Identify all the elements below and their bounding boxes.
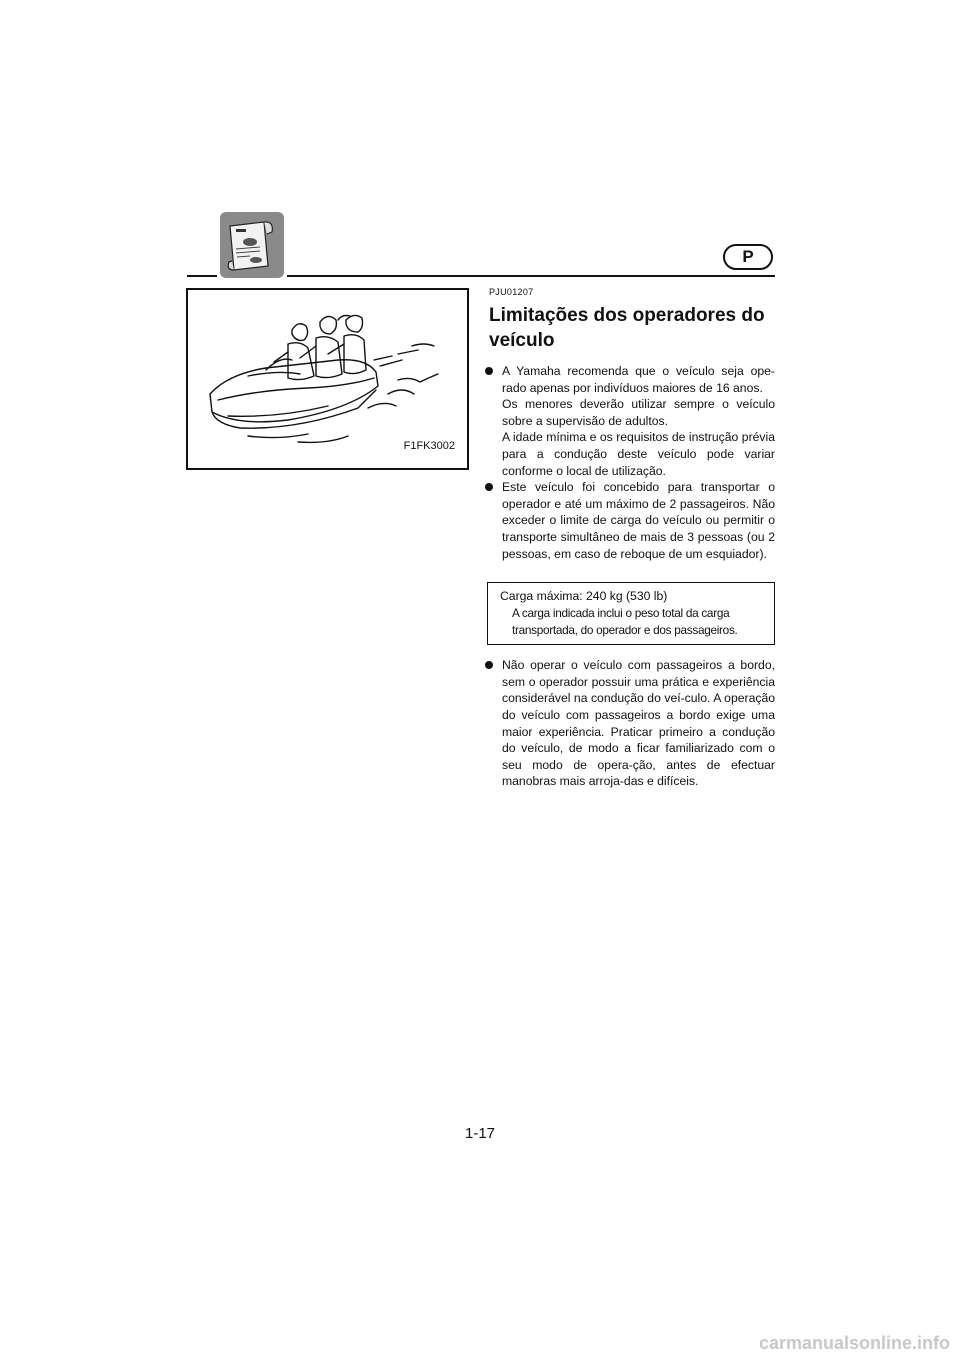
watermark-link[interactable]: carmanualsonline.info [758, 1333, 950, 1353]
watercraft-figure [186, 288, 469, 470]
section-title: Limitações dos operadores do veículo [489, 305, 765, 351]
language-badge: P [723, 244, 773, 270]
section-content [489, 287, 775, 790]
bullet-dot-icon [485, 483, 493, 491]
max-load-note-line-1: A carga indicada inclui o peso total da carga [512, 606, 730, 621]
max-load-line: Carga máxima: 240 kg (530 lb) [500, 589, 668, 604]
header-rule-left [187, 275, 217, 277]
bullet-dot-icon [485, 661, 493, 669]
max-load-note-line-2: transportada, do operador e dos passageiros. [512, 623, 738, 638]
bullet-paragraph: Este veículo foi concebido para transportar o operador e até um máximo de 2 passageiros. Não exceder o limite de carga do veículo ou permitir o transporte simultâneo de mais de 3 pessoas (ou 2 pessoas, em caso de reboque de um esquiador). [502, 480, 775, 561]
manual-book-icon [220, 212, 284, 278]
max-load-box [487, 582, 775, 645]
bullet-paragraph: Não operar o veículo com passageiros a bordo, sem o operador possuir uma prática e experiência considerável na condução do veí-culo. A operação do veículo com passageiros a bordo exige uma maior experiência. Praticar primeiro a condução do veículo, de modo a ficar familiarizado com o seu modo de opera-ção, antes de efectuar manobras mais arroja-das e difíceis. [502, 658, 775, 789]
bullet-paragraph: A Yamaha recomenda que o veículo seja ope-rado apenas por indivíduos maiores de 16 anos. [502, 364, 775, 395]
bullet-item-experience [489, 657, 775, 790]
bullet-paragraph: A idade mínima e os requisitos de instrução prévia para a condução deste veículo pode variar conforme o local de utilização. [502, 430, 775, 478]
page-number: 1-17 [464, 1125, 496, 1142]
bullet-dot-icon [485, 367, 493, 375]
header-rule-right [287, 275, 775, 277]
bullet-item-capacity [489, 479, 775, 562]
reference-code: PJU01207 [489, 287, 534, 297]
figure-code: F1FK3002 [403, 440, 455, 452]
bullet-paragraph: Os menores deverão utilizar sempre o veículo sobre a supervisão de adultos. [502, 397, 775, 428]
bullet-item-age [489, 363, 775, 479]
